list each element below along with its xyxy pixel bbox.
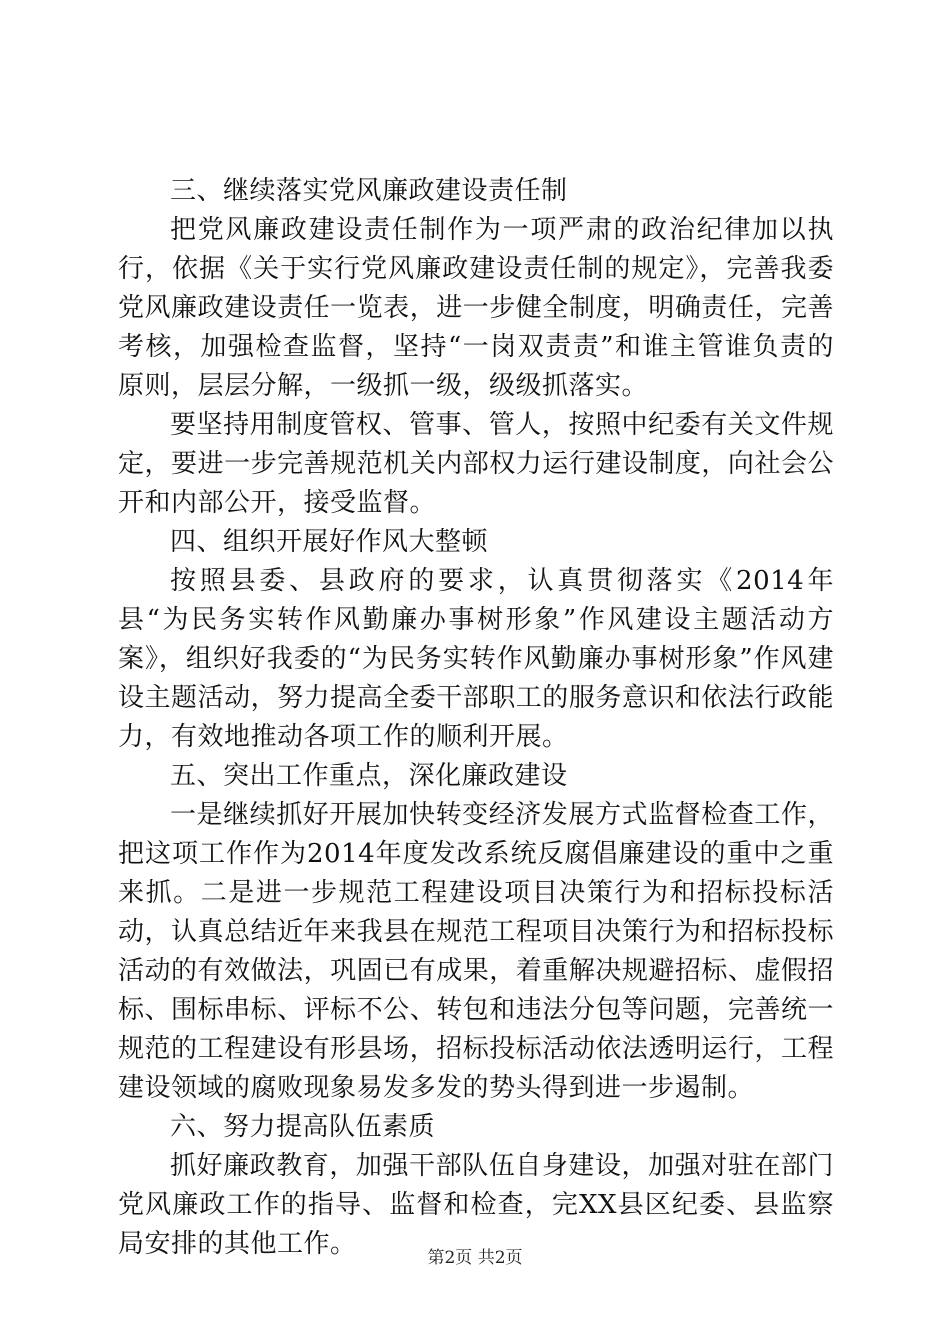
page-footer: 第2页 共2页 bbox=[427, 1248, 523, 1268]
paragraph: 按照县委、县政府的要求，认真贯彻落实《2014年县“为民务实转作风勤廉办事树形象”作风建设主题活动方案》，组织好我委的“为民务实转作风勤廉办事树形象”作风建设主题活动，努力提高全委干部职工的服务意识和依法行政能力，有效地推动各项工作的顺利开展。 bbox=[118, 566, 834, 752]
section-6 bbox=[118, 1108, 834, 1264]
paragraph: 把党风廉政建设责任制作为一项严肃的政治纪律加以执行，依据《关于实行党风廉政建设责任制的规定》，完善我委党风廉政建设责任一览表，进一步健全制度，明确责任，完善考核，加强检查监督，坚持“一岗双责责”和谁主管谁负责的原则，层层分解，一级抓一级，级级抓落实。 bbox=[118, 215, 834, 401]
section-heading: 五、突出工作重点，深化廉政建设 bbox=[170, 761, 568, 791]
section-heading: 六、努力提高队伍素质 bbox=[170, 1112, 436, 1142]
section-5 bbox=[118, 757, 834, 1108]
section-heading: 三、继续落实党风廉政建设责任制 bbox=[170, 176, 568, 206]
document-body bbox=[118, 172, 834, 1264]
section-3 bbox=[118, 172, 834, 523]
paragraph: 抓好廉政教育，加强干部队伍自身建设，加强对驻在部门党风廉政工作的指导、监督和检查，完XX县区纪委、县监察局安排的其他工作。 bbox=[118, 1151, 834, 1259]
paragraph: 一是继续抓好开展加快转变经济发展方式监督检查工作，把这项工作作为2014年度发改系统反腐倡廉建设的重中之重来抓。二是进一步规范工程建设项目决策行为和招标投标活动，认真总结近年来我县在规范工程项目决策行为和招标投标活动的有效做法，巩固已有成果，着重解决规避招标、虚假招标、围标串标、评标不公、转包和违法分包等问题，完善统一规范的工程建设有形县场，招标投标活动依法透明运行，工程建设领域的腐败现象易发多发的势头得到进一步遏制。 bbox=[118, 800, 834, 1103]
paragraph: 要坚持用制度管权、管事、管人，按照中纪委有关文件规定，要进一步完善规范机关内部权力运行建设制度，向社会公开和内部公开，接受监督。 bbox=[118, 410, 834, 518]
section-heading: 四、组织开展好作风大整顿 bbox=[170, 527, 489, 557]
section-4 bbox=[118, 523, 834, 757]
